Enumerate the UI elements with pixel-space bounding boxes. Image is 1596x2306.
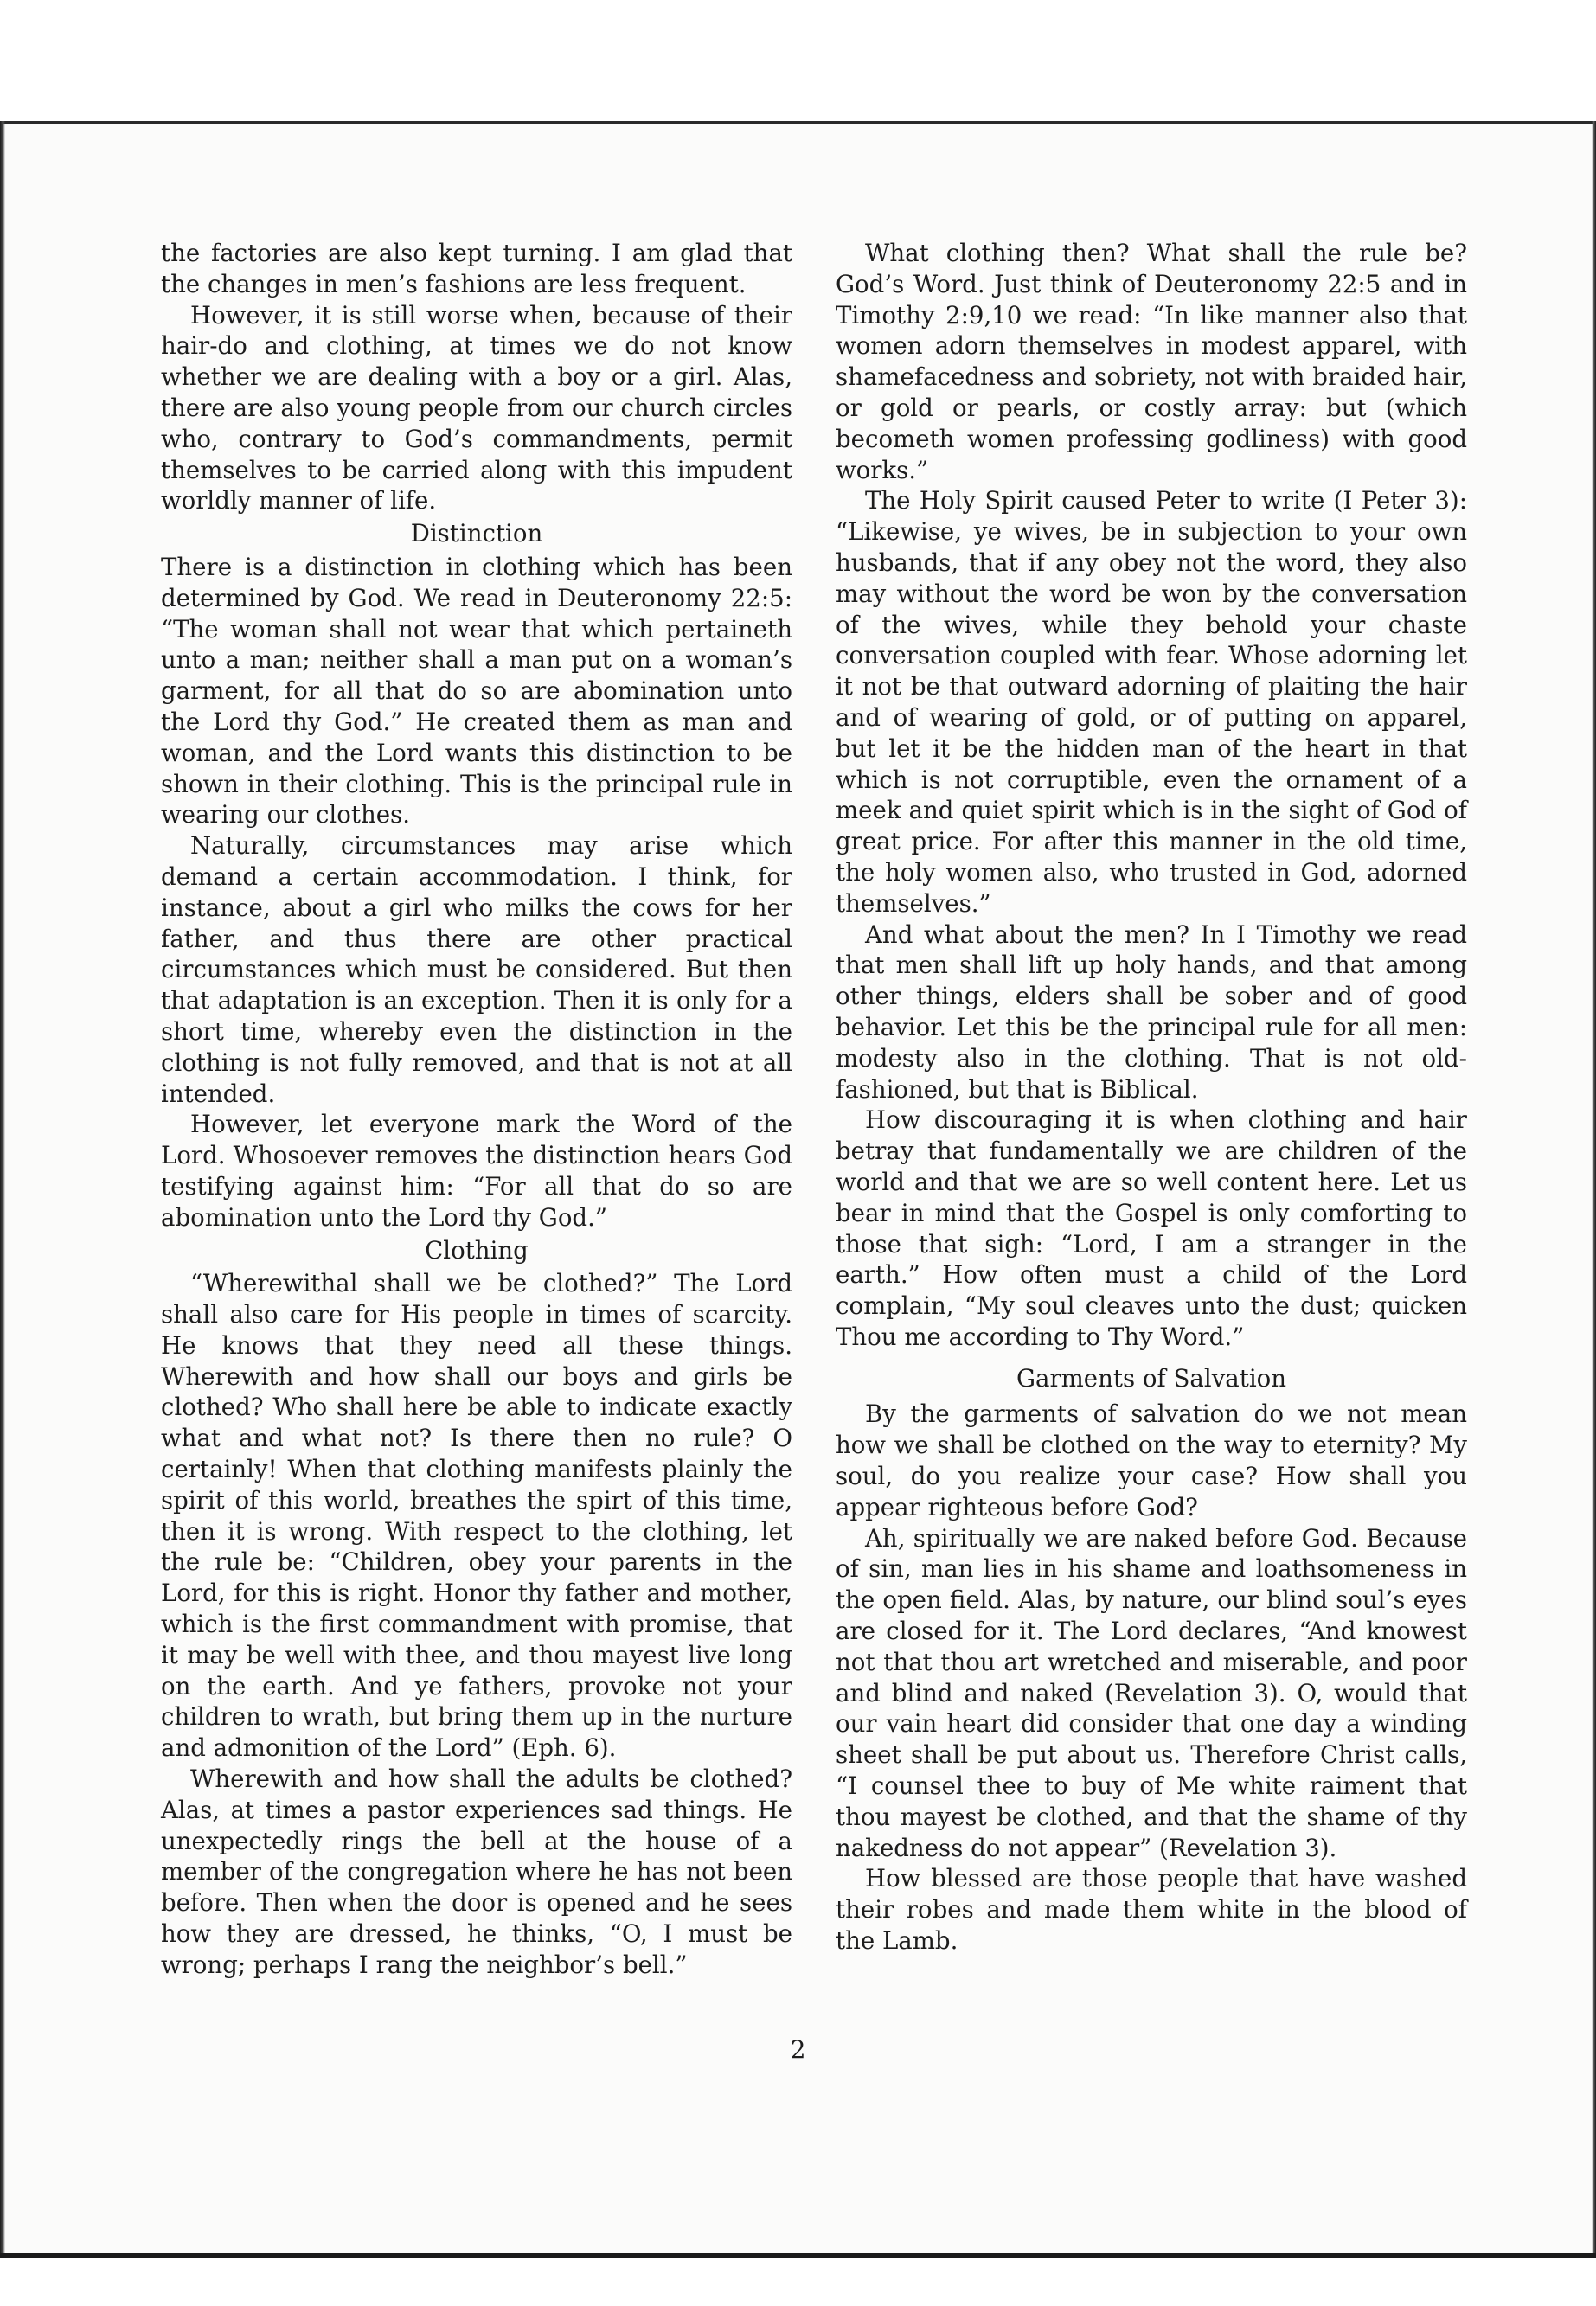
right-paragraph-2: The Holy Spirit caused Peter to write (I Peter 3): “Likewise, ye wives, be in subjection to your own husbands, that if any obey not the word, they also may without the word be won by the conversation of the wives, while they behold your chaste conversation coupled with fear. Whose adorning let it not be that outward adorning of plaiting the hair and of wearing of gold, or of putting on apparel, but let it be the hidden man of the heart in that which is not corruptible, even the ornament of a meek and quiet spirit which is in the sight of God of great price. For after this manner in the old time, the holy women also, who trusted in God, adorned themselves.” [836,486,1467,918]
left-paragraph-5: However, let everyone mark the Word of the Lord. Whosoever removes the distinction hears God testifying against him: “For all that do so are abomination unto the Lord thy God.” [161,1110,792,1232]
heading-clothing: Clothing [425,1235,529,1265]
left-paragraph-3: There is a distinction in clothing which has been determined by God. We read in Deuteronomy 22:5: “The woman shall not wear that which pertaineth unto a man; neither shall a man put on a woman’s garment, for all that do so are abomination unto the Lord thy God.” He created them as man and woman, and the Lord wants this distinction to be shown in their clothing. This is the principal rule in wearing our clothes. [161,552,792,830]
right-paragraph-7: How blessed are those people that have washed their robes and made them white in the blood of the Lamb. [836,1864,1467,1956]
document-page [0,124,1596,2253]
left-paragraph-2: However, it is still worse when, because of their hair-do and clothing, at times we do not know whether we are dealing with a boy or a girl. Alas, there are also young people from our church circles who, contrary to God’s commandments, permit themselves to be carried along with this impudent worldly manner of life. [161,300,792,516]
right-paragraph-1: What clothing then? What shall the rule be? God’s Word. Just think of Deuteronomy 22:5 and in Timothy 2:9,10 we read: “In like manner also that women adorn themselves in modest apparel, with shamefacedness and sobriety, not with braided hair, or gold or pearls, or costly array: but (which becometh women professing godliness) with good works.” [836,239,1467,484]
heading-garments-of-salvation: Garments of Salvation [1016,1363,1287,1393]
scan-bottom-border [0,2253,1596,2306]
right-column [836,238,1467,1957]
left-column [161,238,792,1981]
left-paragraph-1: the factories are also kept turning. I am glad that the changes in men’s fashions are less frequent. [161,239,792,298]
right-paragraph-4: How discouraging it is when clothing and hair betray that fundamentally we are children of the world and that we are so well content here. Let us bear in mind that the Gospel is only comforting to those that sigh: “Lord, I am a stranger in the earth.” How often must a child of the Lord complain, “My soul cleaves unto the dust; quicken Thou me according to Thy Word.” [836,1105,1467,1351]
right-paragraph-6: Ah, spiritually we are naked before God. Because of sin, man lies in his shame and loathsomeness in the open field. Alas, by nature, our blind soul’s eyes are closed for it. The Lord declares, “And knowest not that thou art wretched and miserable, and poor and blind and naked (Revelation 3). O, would that our vain heart did consider that one day a winding sheet shall be put about us. Therefore Christ calls, “I counsel thee to buy of Me white raiment that thou mayest be clothed, and that the shame of thy nakedness do not appear” (Revelation 3). [836,1523,1467,1862]
left-paragraph-7: Wherewith and how shall the adults be clothed? Alas, at times a pastor experiences sad things. He unexpectedly rings the bell at the house of a member of the congregation where he has not been before. Then when the door is opened and he sees how they are dressed, he thinks, “O, I must be wrong; perhaps I rang the neighbor’s bell.” [161,1765,792,1979]
scan-left-edge [0,121,5,2258]
left-paragraph-6: “Wherewithal shall we be clothed?” The Lord shall also care for His people in times of scarcity. He knows that they need all these things. Wherewith and how shall our boys and girls be clothed? Who shall here be able to indicate exactly what and what not? Is there then no rule? O certainly! When that clothing manifests plainly the spirit of this world, breathes the spirt of this time, then it is wrong. With respect to the clothing, let the rule be: “Children, obey your parents in the Lord, for this is right. Honor thy father and mother, which is the first commandment with promise, that it may be well with thee, and thou mayest live long on the earth. And ye fathers, provoke not your children to wrath, but bring them up in the nurture and admonition of the Lord” (Eph. 6). [161,1269,792,1763]
page-number: 2 [790,2035,806,2064]
heading-distinction: Distinction [410,519,543,548]
right-paragraph-3: And what about the men? In I Timothy we read that men shall lift up holy hands, and that among other things, elders shall be sober and of good behavior. Let this be the principal rule for all men: modesty also in the clothing. That is not old-fashioned, but that is Biblical. [836,919,1467,1104]
scan-right-edge [1592,121,1596,2258]
right-paragraph-5: By the garments of salvation do we not mean how we shall be clothed on the way to eternity? My soul, do you realize your case? How shall you appear righteous before God? [836,1400,1467,1521]
left-paragraph-4: Naturally, circumstances may arise which demand a certain accommodation. I think, for instance, about a girl who milks the cows for her father, and thus there are other practical circumstances which must be considered. But then that adaptation is an exception. Then it is only for a short time, whereby even the distinction in the clothing is not fully removed, and that is not at all intended. [161,831,792,1108]
